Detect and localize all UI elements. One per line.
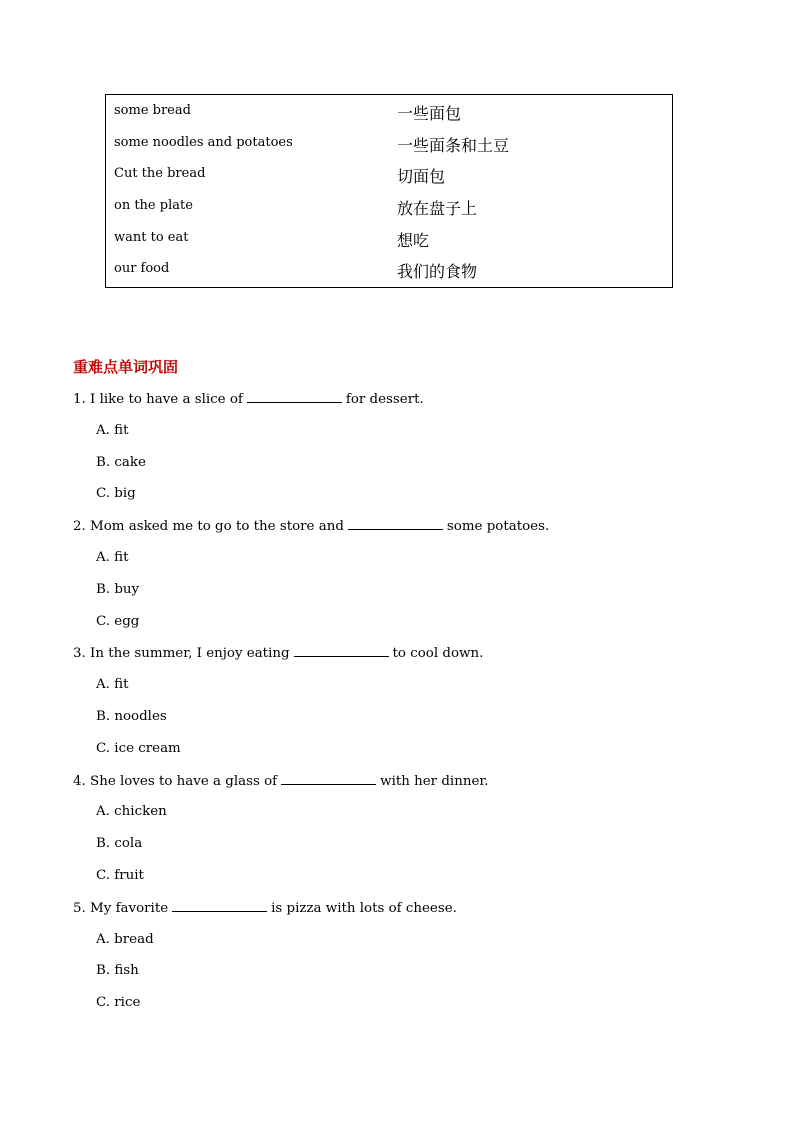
question-text-after: to cool down. bbox=[392, 646, 484, 662]
answer-blank bbox=[348, 517, 443, 530]
answer-option: A. fit bbox=[96, 677, 129, 693]
answer-option: B. cake bbox=[96, 454, 146, 470]
question-text-before: 4. She loves to have a glass of bbox=[73, 773, 278, 789]
question-text-before: 1. I like to have a slice of bbox=[73, 392, 243, 407]
vocab-row bbox=[106, 97, 672, 129]
answer-blank bbox=[281, 772, 376, 785]
answer-option: C. ice cream bbox=[96, 740, 181, 756]
question-stem bbox=[73, 772, 753, 804]
answer-option: C. rice bbox=[96, 995, 141, 1011]
answer-option: A. bread bbox=[96, 931, 154, 947]
answer-blank bbox=[172, 899, 267, 912]
question-text-after: with her dinner. bbox=[380, 773, 489, 789]
vocab-english: our food bbox=[114, 261, 170, 277]
vocab-row bbox=[106, 255, 672, 287]
answer-option: A. fit bbox=[96, 549, 129, 565]
question-text-after: is pizza with lots of cheese. bbox=[271, 900, 457, 916]
vocab-chinese: 放在盘子上 bbox=[397, 199, 478, 219]
question-text-before: 3. In the summer, I enjoy eating bbox=[73, 646, 290, 662]
question-list bbox=[73, 390, 753, 1026]
vocab-english: want to eat bbox=[114, 229, 189, 245]
vocab-chinese: 我们的食物 bbox=[397, 262, 478, 282]
question-text-after: some potatoes. bbox=[446, 519, 550, 535]
answer-option: B. noodles bbox=[96, 708, 167, 724]
vocab-chinese: 一些面条和土豆 bbox=[397, 135, 510, 155]
answer-option: A. chicken bbox=[96, 804, 167, 820]
section-title: 重难点单词巩固 bbox=[73, 358, 179, 376]
answer-option: C. fruit bbox=[96, 867, 144, 883]
answer-option: B. buy bbox=[96, 581, 140, 597]
vocab-chinese: 想吃 bbox=[397, 230, 430, 250]
answer-option: B. fish bbox=[96, 963, 139, 979]
vocab-row bbox=[106, 224, 672, 256]
answer-blank bbox=[294, 644, 389, 657]
question-stem bbox=[73, 899, 753, 931]
answer-blank bbox=[247, 390, 342, 403]
answer-option: C. egg bbox=[96, 613, 140, 629]
vocab-english: Cut the bread bbox=[114, 166, 206, 182]
vocab-row bbox=[106, 129, 672, 161]
vocab-row bbox=[106, 192, 672, 224]
vocab-chinese: 切面包 bbox=[397, 167, 446, 187]
answer-option: A. fit bbox=[96, 422, 129, 438]
vocab-row bbox=[106, 160, 672, 192]
question-stem bbox=[73, 517, 753, 549]
vocab-english: some noodles and potatoes bbox=[114, 134, 293, 150]
vocab-chinese: 一些面包 bbox=[397, 104, 462, 123]
question-text-before: 2. Mom asked me to go to the store and bbox=[73, 519, 344, 535]
vocab-table bbox=[105, 94, 673, 288]
question-stem bbox=[73, 644, 753, 676]
vocab-english: on the plate bbox=[114, 198, 193, 214]
answer-option: B. cola bbox=[96, 836, 143, 852]
question-stem bbox=[73, 390, 753, 422]
vocab-english: some bread bbox=[114, 103, 191, 118]
answer-option: C. big bbox=[96, 486, 136, 502]
question-text-after: for dessert. bbox=[345, 392, 424, 407]
question-text-before: 5. My favorite bbox=[73, 900, 169, 916]
